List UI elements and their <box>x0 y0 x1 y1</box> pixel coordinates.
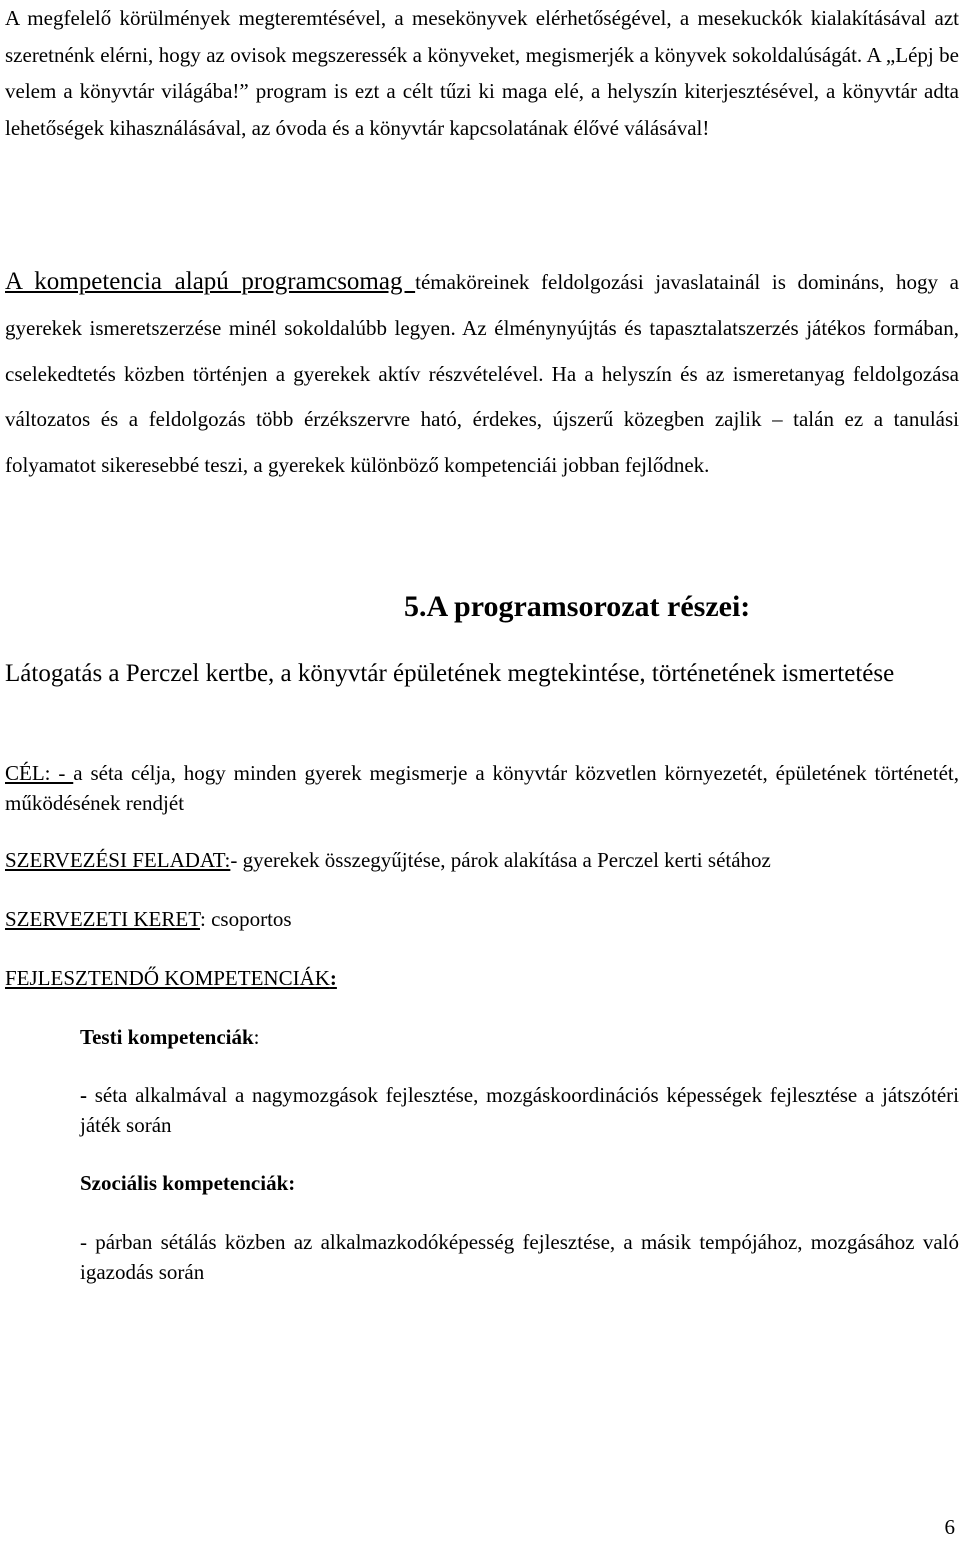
organizational-frame-text: : csoportos <box>200 907 292 931</box>
social-competencies-heading: Szociális kompetenciák: <box>80 1171 296 1195</box>
intro-paragraph-2-lead: A kompetencia alapú programcsomag <box>5 268 416 295</box>
section-heading: 5.A programsorozat részei: <box>404 590 751 623</box>
physical-competencies-title: Testi kompetenciák <box>80 1025 254 1049</box>
physical-competencies-colon: : <box>253 1025 260 1049</box>
visit-title: Látogatás a Perczel kertbe, a könyvtár épületének megtekintése, történetének ismertetése <box>5 660 895 687</box>
organizational-frame-field <box>5 904 959 934</box>
organizing-task-field <box>5 845 959 875</box>
organizing-task-text: - gyerekek összegyűjtése, párok alakítása a Perczel kerti sétához <box>230 848 771 872</box>
competencies-label: FEJLESZTENDŐ KOMPETENCIÁK <box>5 966 330 990</box>
goal-field <box>5 758 959 818</box>
organizational-frame-label: SZERVEZETI KERET <box>5 907 200 931</box>
competencies-colon: : <box>329 966 337 990</box>
physical-competencies-dash: - <box>80 1083 87 1107</box>
intro-paragraph-1: A megfelelő körülmények megteremtésével, a mesekönyvek elérhetőségével, a mesekuckók kialakításával azt szeretnénk elérni, hogy az ovisok megszeressék a könyveket, megismerjék a könyvek sokoldalúságát. A „Lépj be velem a könyvtár világába!” program is ezt a célt tűzi ki maga elé, a helyszín kiterjesztésével, a könyvtár adta lehetőségek kihasználásával, az óvoda és a könyvtár kapcsolatának élővé válásával! <box>5 6 959 140</box>
goal-label: CÉL: - <box>5 761 74 785</box>
page-number: 6 <box>944 1515 955 1539</box>
intro-paragraph-2-body: témaköreinek feldolgozási javaslatainál is domináns, hogy a gyerekek ismeretszerzése minél sokoldalúbb legyen. Az élménynyújtás és tapasztalatszerzés játékos formában, cselekedtetés közben történjen a gyerekek aktív részvételével. Ha a helyszín és az ismeretanyag feldolgozása változatos és a feldolgozás több érzékszervre ható, érdekes, újszerű közegben zajlik – talán ez a tanulási folyamatot sikeresebbé teszi, a gyerekek különböző kompetenciái jobban fejlődnek. <box>5 270 959 478</box>
social-competencies-text: - párban sétálás közben az alkalmazkodóképesség fejlesztése, a másik tempójához, mozgásához való igazodás során <box>80 1230 959 1284</box>
physical-competencies-text <box>80 1080 959 1140</box>
organizing-task-label: SZERVEZÉSI FELADAT: <box>5 848 231 872</box>
goal-text: a séta célja, hogy minden gyerek megismerje a könyvtár közvetlen környezetét, épületének történetét, működésének rendjét <box>5 761 959 815</box>
physical-competencies-body: séta alkalmával a nagymozgások fejlesztése, mozgáskoordinációs képességek fejlesztése a játszótéri játék során <box>80 1083 959 1137</box>
intro-paragraph-2 <box>5 259 959 489</box>
physical-competencies-heading <box>80 1022 959 1052</box>
competencies-field <box>5 963 959 993</box>
